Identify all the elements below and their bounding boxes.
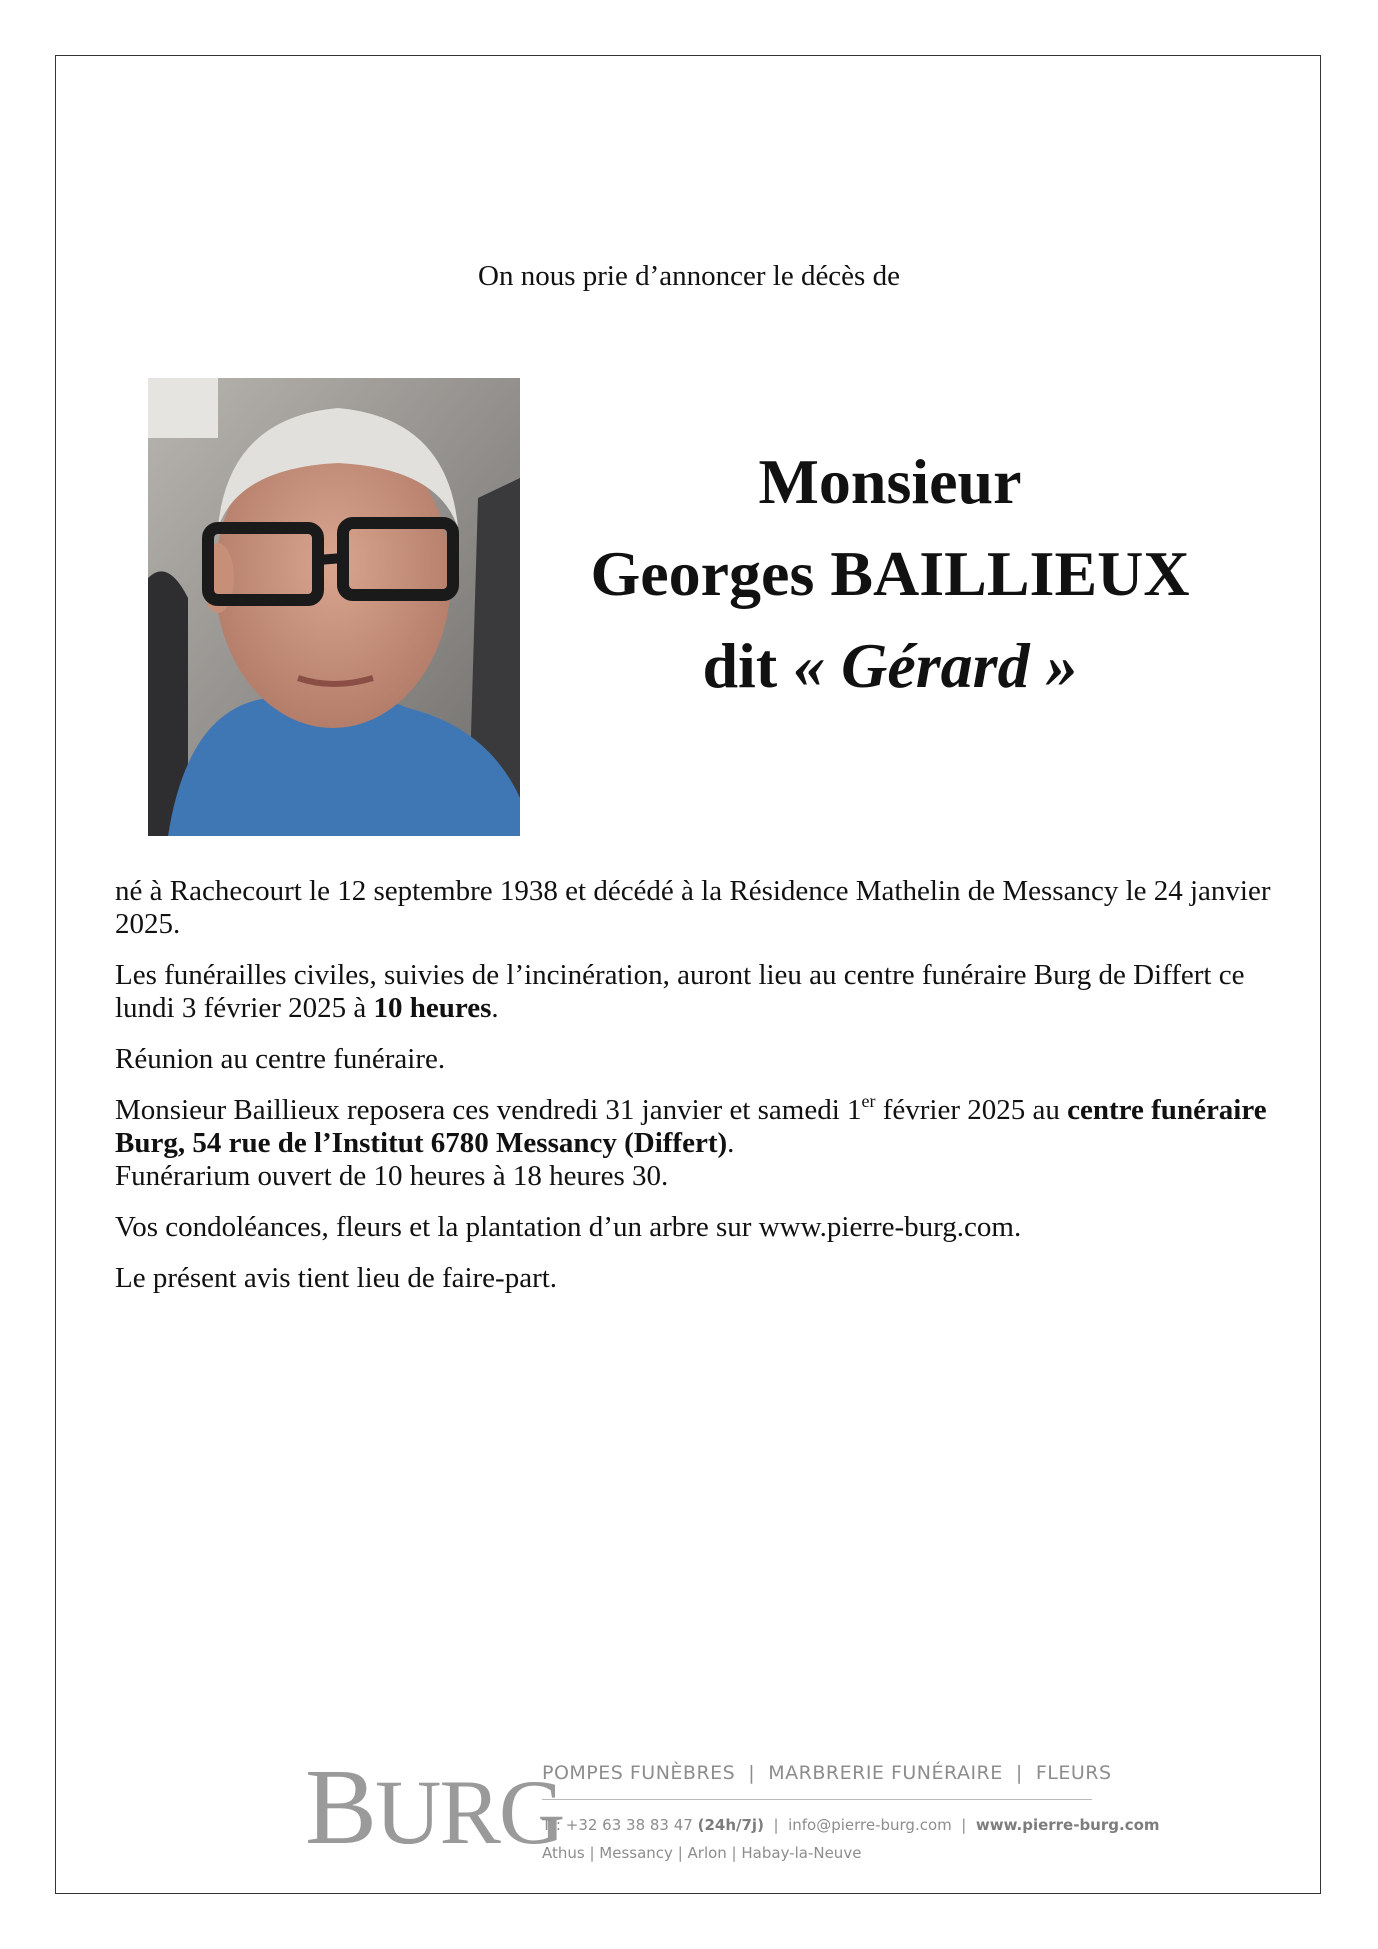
contact-line: T : +32 63 38 83 47 (24h/7j) | info@pierre-burg.com | www.pierre-burg.com: [542, 1816, 1160, 1834]
nickname-line: [540, 620, 1240, 712]
birth-death-paragraph: né à Rachecourt le 12 septembre 1938 et décédé à la Résidence Mathelin de Messancy le 24 janvier 2025.: [115, 875, 1271, 940]
footer-divider: [542, 1799, 1092, 1800]
funeral-paragraph: Les funérailles civiles, suivies de l’incinération, auront lieu au centre funéraire Burg de Differt ce lundi 3 février 2025 à 10 heures.: [115, 959, 1245, 1024]
nickname: « Gérard »: [793, 630, 1078, 701]
condolences-paragraph: Vos condoléances, fleurs et la plantation d’un arbre sur www.pierre-burg.com.: [115, 1211, 1022, 1243]
visitation-location: centre funéraire Burg, 54 rue de l’Institut 6780 Messancy (Differt): [115, 1094, 1267, 1159]
company-footer: [305, 1748, 1160, 1867]
announcement-intro: On nous prie d’annoncer le décès de: [478, 260, 900, 292]
notice-body: [115, 875, 1275, 1313]
website-link[interactable]: www.pierre-burg.com: [975, 1816, 1160, 1834]
portrait-photo: [148, 378, 520, 836]
dit-prefix: dit: [702, 630, 778, 701]
services-list: POMPES FUNÈBRES | MARBRERIE FUNÉRAIRE | FLEURS: [542, 1762, 1112, 1784]
town-list: Athus | Messancy | Arlon | Habay-la-Neuve: [542, 1844, 862, 1862]
deceased-name-block: [540, 436, 1240, 712]
full-name: Georges BAILLIEUX: [590, 538, 1190, 609]
burg-logo: BURG: [305, 1748, 564, 1867]
honorific: Monsieur: [758, 446, 1022, 517]
visitation-paragraph: Monsieur Baillieux reposera ces vendredi 31 janvier et samedi 1er février 2025 au centre funéraire Burg, 54 rue de l’Institut 6780 Messancy (Differt). Funérarium ouvert de 10 heures à 18 heures 30.: [115, 1091, 1267, 1192]
funeral-time: 10 heures: [373, 992, 492, 1024]
funerarium-hours: Funérarium ouvert de 10 heures à 18 heures 30.: [115, 1160, 669, 1192]
gathering-paragraph: Réunion au centre funéraire.: [115, 1043, 446, 1075]
faire-part-paragraph: Le présent avis tient lieu de faire-part.: [115, 1262, 558, 1294]
